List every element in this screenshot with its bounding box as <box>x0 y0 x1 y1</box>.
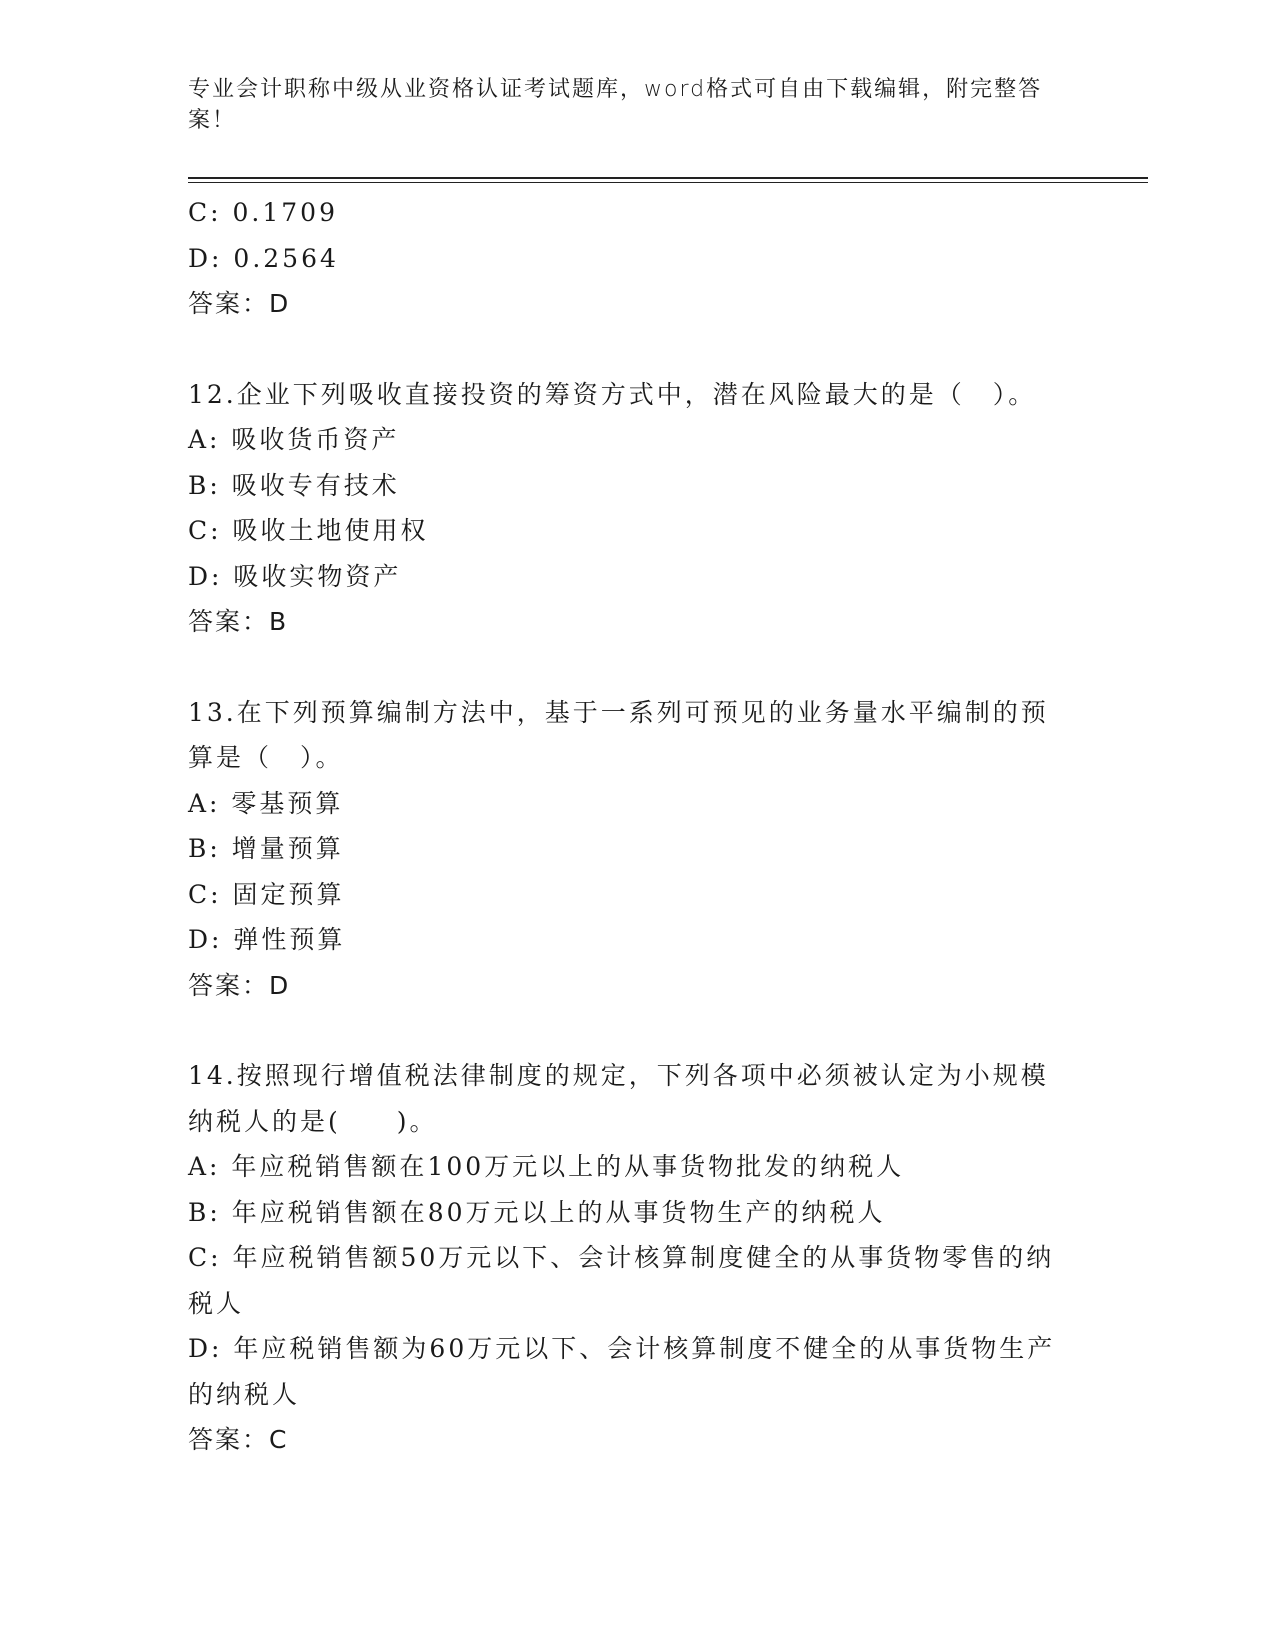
option-a: A: 年应税销售额在100万元以上的从事货物批发的纳税人 <box>188 1152 905 1181</box>
answer: 答案：D <box>188 289 291 318</box>
option-a: A: 零基预算 <box>188 788 344 818</box>
question-14 <box>188 1053 1088 1463</box>
header-rule-thick <box>188 177 1148 179</box>
option-b: B: 吸收专有技术 <box>188 470 400 500</box>
page-header: 专业会计职称中级从业资格认证考试题库，word格式可自由下载编辑，附完整答案！ <box>188 77 1043 133</box>
answer: 答案：C <box>188 1425 289 1454</box>
option-c: C: 0.1709 <box>188 198 338 227</box>
answer: 答案：D <box>188 970 291 1000</box>
option-d: D: 年应税销售额为60万元以下、会计核算制度不健全的从事货物生产的纳税人 <box>188 1334 1056 1409</box>
option-a: A: 吸收货币资产 <box>188 425 400 454</box>
option-d: D: 弹性预算 <box>188 925 346 954</box>
option-b: B: 增量预算 <box>188 834 344 863</box>
question-stem: 13.在下列预算编制方法中，基于一系列可预见的业务量水平编制的预算是（ ）。 <box>188 697 1049 772</box>
header-rule-thin <box>188 182 1148 183</box>
option-c: C: 固定预算 <box>188 879 345 909</box>
option-d: D: 0.2564 <box>188 243 339 273</box>
partial-question <box>188 190 1088 327</box>
question-stem: 12.企业下列吸收直接投资的筹资方式中，潜在风险最大的是（ ）。 <box>188 379 1037 409</box>
document-body <box>188 190 1088 1463</box>
question-13 <box>188 690 1088 1009</box>
option-c: C: 吸收土地使用权 <box>188 516 429 545</box>
option-c: C: 年应税销售额50万元以下、会计核算制度健全的从事货物零售的纳税人 <box>188 1243 1055 1318</box>
question-stem: 14.按照现行增值税法律制度的规定，下列各项中必须被认定为小规模纳税人的是( )。 <box>188 1061 1049 1136</box>
option-d: D: 吸收实物资产 <box>188 561 402 591</box>
answer: 答案：B <box>188 607 289 636</box>
option-b: B: 年应税销售额在80万元以上的从事货物生产的纳税人 <box>188 1197 886 1227</box>
question-12 <box>188 372 1088 645</box>
